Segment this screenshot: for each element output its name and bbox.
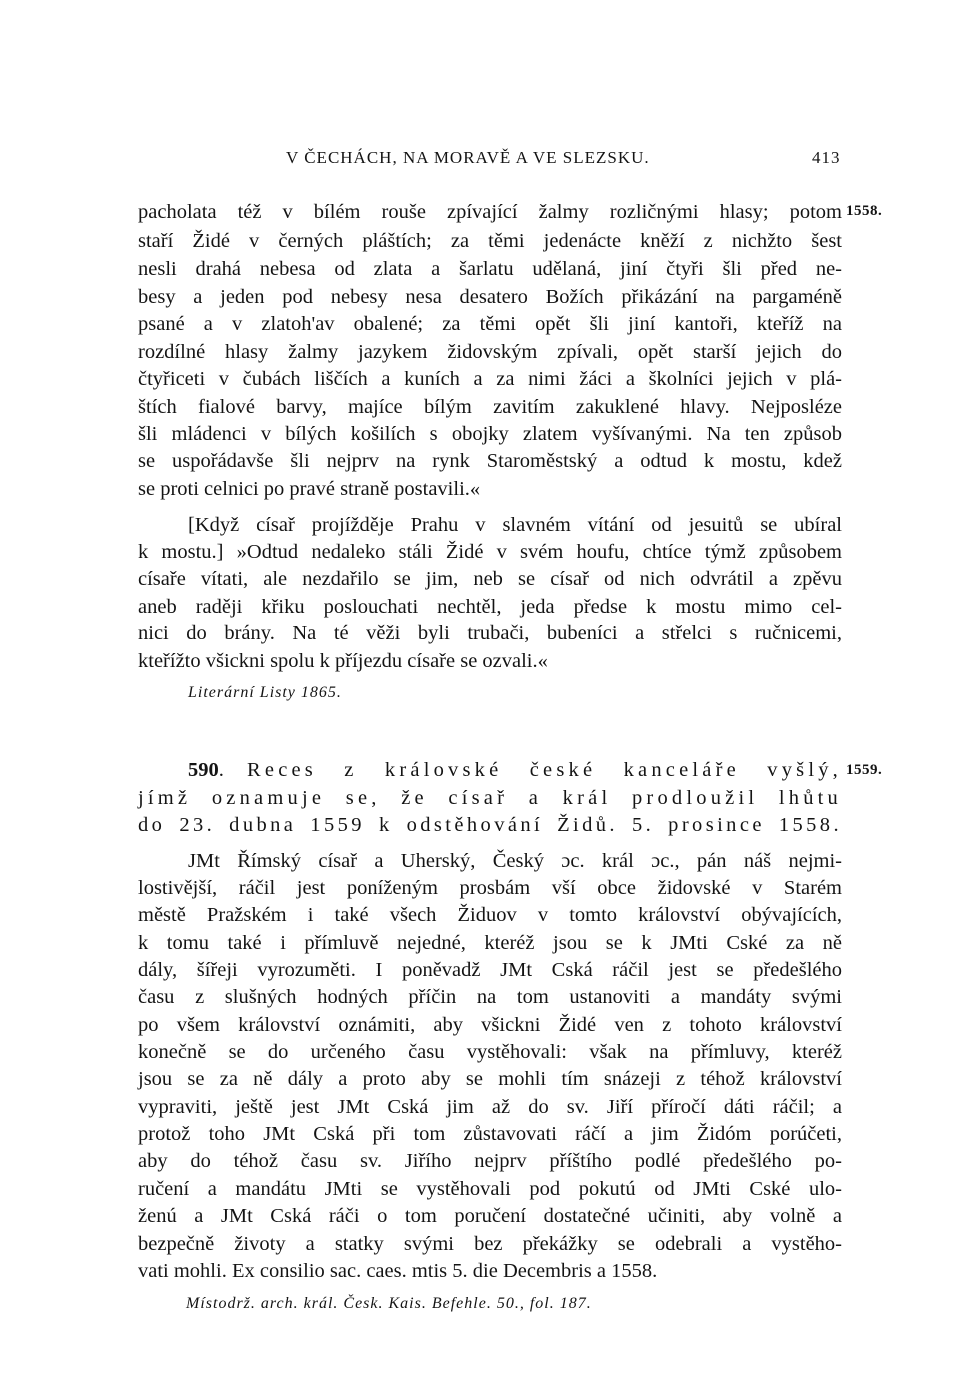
text-line: aneb raději křiku poslouchati nechtěl, jeda předse k mostu mimo cel-	[138, 596, 842, 618]
text-line: městě Pražském i také všech Židuov v tomto království obývajících,	[138, 904, 842, 926]
source-citation: Místodrž. arch. král. Česk. Kais. Befehle. 50., fol. 187.	[186, 1295, 592, 1312]
entry-heading-line: do 23. dubna 1559 k odstěhování Židů. 5. prosince 1558.	[138, 814, 842, 836]
text-line: pacholata též v bílém rouše zpívající žalmy rozličnými hlasy; potom	[138, 201, 842, 223]
text-line: nici do brány. Na té věži byli trubači, bubeníci a střelci s ručnicemi,	[138, 622, 842, 644]
text-line: rozdílné hlasy žalmy jazykem židovským zpívali, opět starší jejich do	[138, 341, 842, 363]
text-line: čtyřiceti v čubách liščích a kuních a za nimi žáci a školníci jejich v plá-	[138, 368, 842, 390]
text-line: nesli drahá nebesa od zlata a šarlatu udělaná, jiní čtyři šli před ne-	[138, 258, 842, 280]
text-line: protož toho JMt Cská při tom zůstavovati ráčí a jim Židóm porúčeti,	[138, 1123, 842, 1145]
running-head: V ČECHÁCH, NA MORAVĚ A VE SLEZSKU.	[286, 148, 650, 167]
text-line: ručení a mandátu JMti se vystěhovali pod pokutú od JMti Cské ulo-	[138, 1178, 842, 1200]
entry-heading	[188, 757, 842, 784]
text-line: JMt Římský císař a Uherský, Český ɔc. král ɔc., pán náš nejmi-	[188, 850, 842, 872]
text-line: šli mládenci v bílých košilích s obojky zlatem vyšívanými. Na ten způsob	[138, 423, 842, 445]
page-number: 413	[812, 148, 841, 167]
text-line: besy a jeden pod nebesy nesa desatero Božích přikázání na pargaméně	[138, 286, 842, 308]
margin-year-1558: 1558.	[846, 203, 883, 219]
text-line: se uspořádavše šli nejprv na rynk Staroměstský a odtud k mostu, kdež	[138, 450, 842, 472]
text-line: po všem království oznámiti, aby všickni Židé ven z tohoto království	[138, 1014, 842, 1036]
text-line: bezpečně životy a statky svými bez překážky se odebrali a vystěho-	[138, 1233, 842, 1255]
text-line: ženú a JMt Cská ráči o tom poručení dostatečné učiniti, aby volně a	[138, 1205, 842, 1227]
text-line: jsou se za ně dály a proto aby se mohli tím snázeji z téhož království	[138, 1068, 842, 1090]
text-line: staří Židé v černých pláštích; za těmi jedenácte kněží z nichžto šest	[138, 230, 842, 252]
text-line: lostivější, ráčil jest poníženým prosbám vší obce židovské v Starém	[138, 877, 842, 899]
entry-number-dot: .	[218, 759, 248, 781]
text-line: vypraviti, ještě jest JMt Cská jim až do sv. Jiří příročí dáti ráčil; a	[138, 1096, 842, 1118]
text-line: kteřížto všickni spolu k příjezdu císaře se ozvali.«	[138, 650, 548, 672]
text-line: štích fialové barvy, majíce bílým zavitím zakuklené hlavy. Nejposléze	[138, 396, 842, 418]
text-line: psané a v zlatoh'av obalené; za těmi opět šli jiní kantoři, kteříž na	[138, 313, 842, 335]
text-line: konečně se do určeného času vystěhovali: však na přímluvy, kteréž	[138, 1041, 842, 1063]
entry-number: 590	[188, 759, 219, 781]
margin-year-1559: 1559.	[846, 762, 883, 778]
text-line: [Když císař projížděje Prahu v slavném vítání od jesuitů se ubíral	[188, 514, 842, 536]
entry-heading-line: jímž oznamuje se, že císař a král prodloužil lhůtu	[138, 787, 842, 809]
text-line: dály, šířeji vyrozuměti. I poněvadž JMt Cská ráčil jest se předešlého	[138, 959, 842, 981]
entry-heading-text: Reces z královské české kanceláře vyšlý,	[247, 759, 843, 781]
text-line: času z slušných hodných příčin na tom ustanoviti a mandáty svými	[138, 986, 842, 1008]
source-citation: Literární Listy 1865.	[188, 684, 342, 701]
text-line: k tomu také i přímluvě nejedné, kteréž jsou se k JMti Cské za ně	[138, 932, 842, 954]
text-line: vati mohli. Ex consilio sac. caes. mtis 5. die Decembris a 1558.	[138, 1260, 658, 1282]
text-line: se proti celnici po pravé straně postavili.«	[138, 478, 481, 500]
text-line: císaře vítati, ale nezdařilo se jim, neb se císař od nich odvrátil a zpěvu	[138, 568, 842, 590]
text-line: k mostu.] »Odtud nedaleko stáli Židé v svém houfu, chtíce týmž způsobem	[138, 541, 842, 563]
text-line: aby do téhož času sv. Jiřího nejprv příštího podlé předešlého po-	[138, 1150, 842, 1172]
